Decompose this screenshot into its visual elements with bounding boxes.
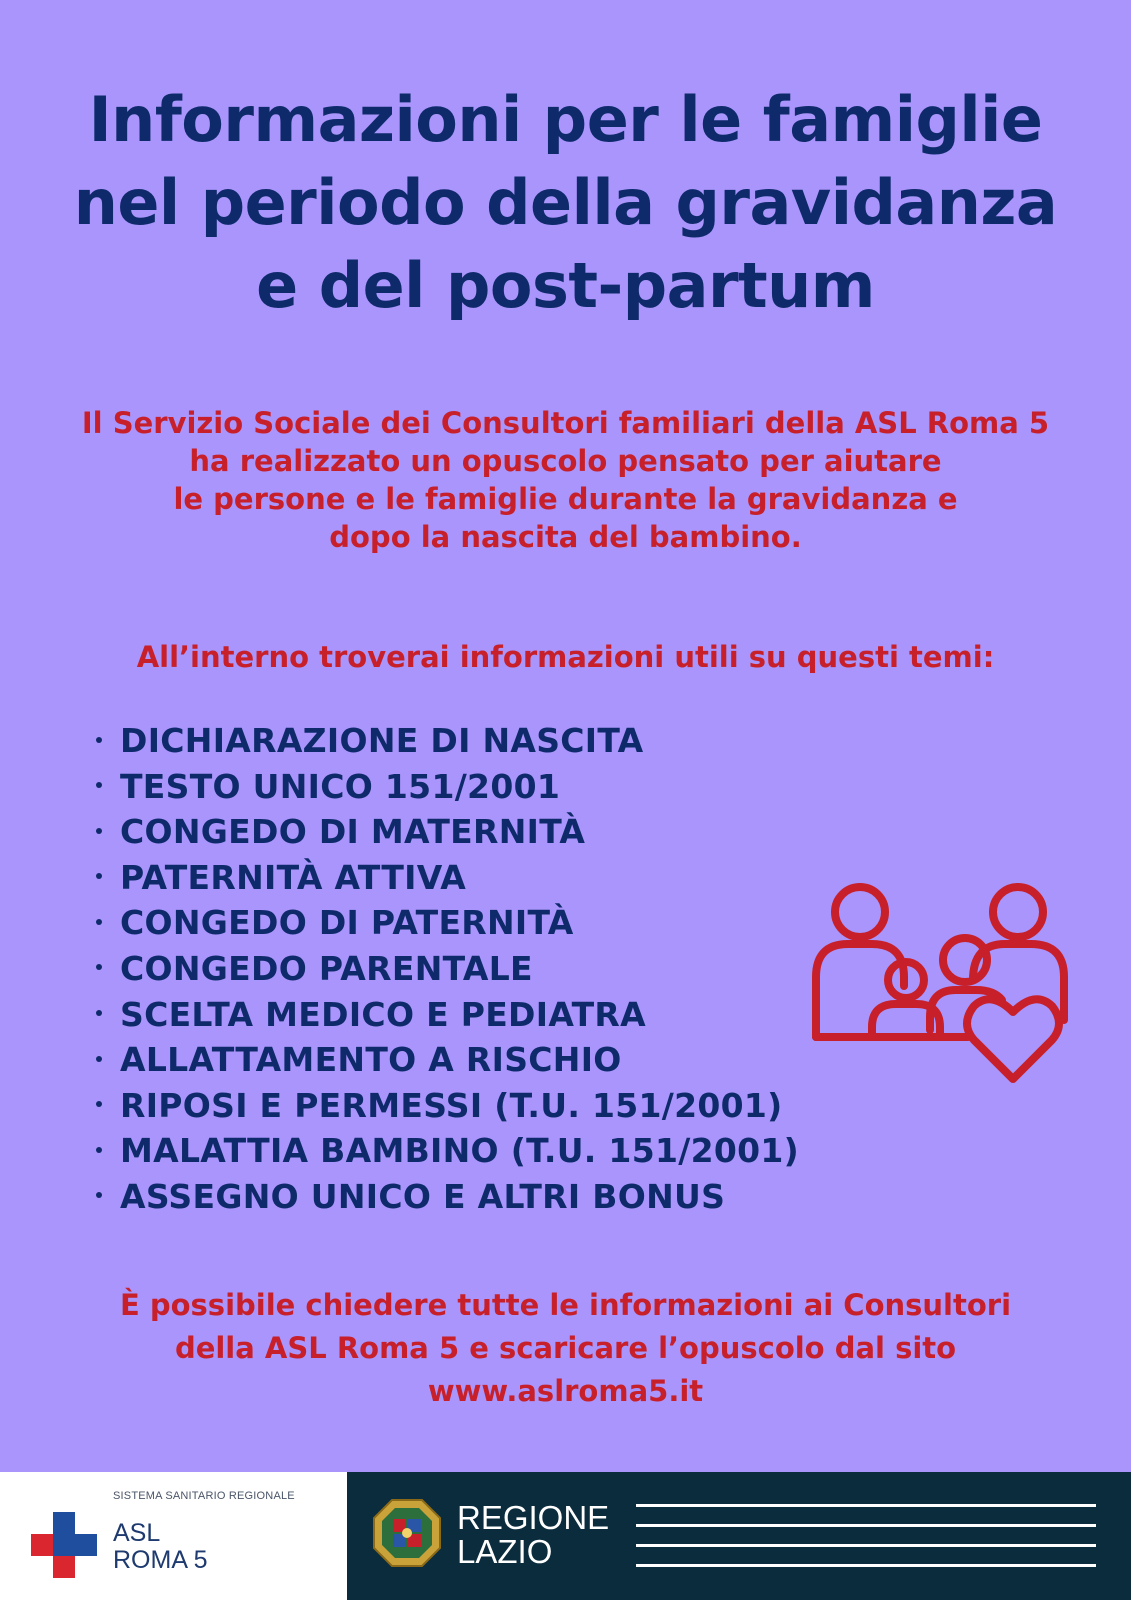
website-link[interactable]: www.aslroma5.it — [427, 1374, 704, 1408]
intro-line-4: dopo la nascita del bambino. — [329, 520, 802, 554]
topic-item — [96, 809, 799, 855]
ssr-label: SISTEMA SANITARIO REGIONALE — [113, 1490, 295, 1502]
title-line-3: e del post-partum — [256, 249, 875, 322]
topic-label: SCELTA MEDICO E PEDIATRA — [120, 994, 646, 1034]
topic-item — [96, 1128, 799, 1174]
asl-name — [113, 1520, 207, 1574]
closing-paragraph — [0, 1284, 1131, 1413]
outro-line-2: della ASL Roma 5 e scaricare l’opuscolo dal sito — [174, 1331, 957, 1365]
decorative-stripes — [636, 1504, 1096, 1568]
intro-paragraph — [0, 404, 1131, 556]
topic-item — [96, 764, 799, 810]
region-line-1: REGIONE — [457, 1499, 610, 1536]
bullet-icon — [96, 919, 102, 925]
bullet-icon — [96, 1056, 102, 1062]
topic-item — [96, 946, 799, 992]
bullet-icon — [96, 1010, 102, 1016]
topics-lead: All’interno troverai informazioni utili su questi temi: — [136, 640, 995, 674]
topic-label: CONGEDO PARENTALE — [120, 948, 533, 988]
topic-label: DICHIARAZIONE DI NASCITA — [120, 721, 644, 760]
intro-line-2: ha realizzato un opuscolo pensato per aiutare — [189, 444, 942, 478]
intro-line-3: le persone e le famiglie durante la gravidanza e — [173, 482, 958, 516]
outro-line-1: È possibile chiedere tutte le informazioni ai Consultori — [119, 1288, 1012, 1322]
topic-item — [96, 1037, 799, 1083]
asl-cross-icon — [31, 1512, 97, 1578]
topic-label: CONGEDO DI MATERNITÀ — [120, 812, 586, 852]
topic-item — [96, 900, 799, 946]
stripe — [636, 1524, 1096, 1527]
footer — [0, 1472, 1131, 1600]
region-name — [457, 1501, 609, 1569]
topics-list — [96, 718, 799, 1220]
topic-item — [96, 992, 799, 1038]
asl-logo-panel — [0, 1472, 347, 1600]
asl-line-2: ROMA 5 — [113, 1546, 208, 1574]
bullet-icon — [96, 964, 102, 970]
topic-label: ALLATTAMENTO A RISCHIO — [120, 1040, 622, 1080]
title-line-1: Informazioni per le famiglie — [88, 83, 1043, 156]
regione-lazio-emblem-icon — [372, 1498, 442, 1568]
region-line-2: LAZIO — [457, 1533, 553, 1570]
bullet-icon — [96, 828, 102, 834]
topic-label: MALATTIA BAMBINO (T.U. 151/2001) — [120, 1131, 799, 1171]
stripe — [636, 1544, 1096, 1547]
topic-label: TESTO UNICO 151/2001 — [120, 766, 561, 806]
title-line-2: nel periodo della gravidanza — [73, 166, 1058, 239]
stripe — [636, 1504, 1096, 1507]
page-title — [0, 78, 1131, 327]
topic-item — [96, 1174, 799, 1220]
asl-line-1: ASL — [113, 1519, 161, 1547]
bullet-icon — [96, 782, 102, 788]
topic-label: PATERNITÀ ATTIVA — [120, 857, 467, 897]
family-with-heart-icon — [808, 882, 1078, 1092]
topic-item — [96, 718, 799, 764]
bullet-icon — [96, 1101, 102, 1107]
region-logo-panel — [347, 1472, 1131, 1600]
intro-line-1: Il Servizio Sociale dei Consultori familiari della ASL Roma 5 — [81, 406, 1050, 440]
topic-item — [96, 855, 799, 901]
topic-label: ASSEGNO UNICO E ALTRI BONUS — [120, 1176, 726, 1216]
bullet-icon — [96, 873, 102, 879]
topic-item — [96, 1083, 799, 1129]
bullet-icon — [96, 1192, 102, 1198]
topic-label: CONGEDO DI PATERNITÀ — [120, 903, 574, 943]
topic-label: RIPOSI E PERMESSI (T.U. 151/2001) — [120, 1085, 783, 1125]
bullet-icon — [96, 1147, 102, 1153]
bullet-icon — [96, 737, 102, 743]
stripe — [636, 1564, 1096, 1567]
